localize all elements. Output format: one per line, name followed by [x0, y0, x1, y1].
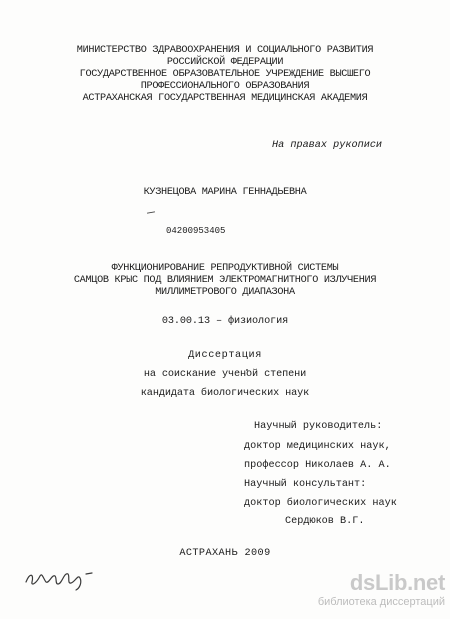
thesis-title-line-3: МИЛЛИМЕТРОВОГО ДИАПАЗОНА — [155, 287, 295, 298]
author-name: КУЗНЕЦОВА МАРИНА ГЕННАДЬЕВНА — [143, 187, 307, 198]
dslib-watermark-logo — [317, 570, 445, 614]
place-and-year: АСТРАХАНЬ 2009 — [179, 548, 271, 559]
academy-name: АСТРАХАНСКАЯ ГОСУДАРСТВЕННАЯ МЕДИЦИНСКАЯ АКАДЕМИЯ — [82, 93, 368, 104]
watermark-caption: библиотека диссертаций — [317, 596, 445, 608]
ministry-line-2: РОССИЙСКОЙ ФЕДЕРАЦИИ — [166, 57, 284, 68]
pen-mark — [147, 211, 155, 213]
institution-line-2: ПРОФЕССИОНАЛЬНОГО ОБРАЗОВАНИЯ — [140, 81, 310, 92]
supervisor-label: Научный руководитель: — [254, 421, 383, 432]
consultant-label: Научный консультант: — [244, 479, 367, 490]
degree-line-2: кандидата биологических наук — [140, 388, 310, 399]
manuscript-note: На правах рукописи — [272, 140, 383, 151]
institution-line-1: ГОСУДАРСТВЕННОЕ ОБРАЗОВАТЕЛЬНОЕ УЧРЕЖДЕНИЕ ВЫСШЕГО — [79, 69, 371, 80]
registration-number: 04200953405 — [166, 226, 226, 236]
watermark-site-name: dsLib.net — [349, 570, 445, 595]
ministry-line-1: МИНИСТЕРСТВО ЗДРАВООХРАНЕНИЯ И СОЦИАЛЬНОГО РАЗВИТИЯ — [76, 45, 374, 56]
handwritten-signature — [22, 562, 112, 592]
thesis-title-line-2: САМЦОВ КРЫС ПОД ВЛИЯНИЕМ ЭЛЕКТРОМАГНИТНОГО ИЗЛУЧЕНИЯ — [73, 275, 377, 286]
work-type: Диссертация — [188, 350, 262, 361]
supervisor-name: профессор Николаев А. А. — [244, 460, 391, 471]
degree-line-1: на соискание ученой степени — [143, 369, 307, 380]
specialty: 03.00.13 – физиология — [161, 316, 289, 327]
consultant-name: Сердюков В.Г. — [285, 516, 365, 527]
supervisor-degree: доктор медицинских наук, — [244, 441, 391, 452]
thesis-title-line-1: ФУНКЦИОНИРОВАНИЕ РЕПРОДУКТИВНОЙ СИСТЕМЫ — [111, 263, 339, 274]
consultant-degree: доктор биологических наук — [244, 498, 397, 509]
